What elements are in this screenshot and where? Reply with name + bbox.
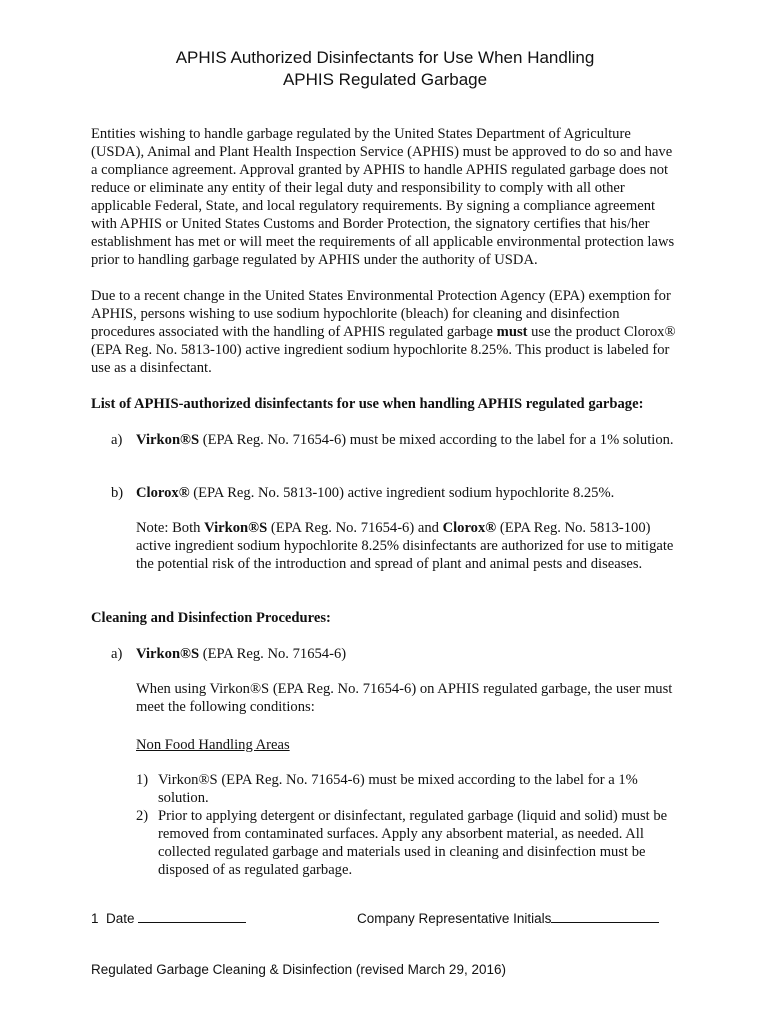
title-line-2: APHIS Regulated Garbage (282, 70, 488, 89)
clorox-desc: (EPA Reg. No. 5813-100) active ingredient sodium hypochlorite 8.25%. (189, 485, 615, 501)
intro-paragraph-2 (91, 287, 679, 377)
disinfectant-list-heading: List of APHIS-authorized disinfectants for use when handling APHIS regulated garbage: (91, 396, 644, 412)
non-food-handling-subheading: Non Food Handling Areas (136, 737, 290, 753)
list-item-virkon-text (136, 431, 679, 449)
date-field[interactable] (138, 910, 246, 923)
note-virkon: Virkon®S (204, 520, 268, 536)
note-text-2: (EPA Reg. No. 71654-6) and (267, 520, 443, 536)
clorox-name: Clorox® (136, 485, 190, 501)
list-marker-b: b) (111, 485, 124, 501)
cleaning-virkon-desc: (EPA Reg. No. 71654-6) (199, 646, 347, 662)
intro-p2-text-a: Due to a recent change in the United States Environmental Protection Agency (EPA) exemption for APHIS, persons wishing to use sodium hypochlorite (bleach) for cleaning and disinfection procedures associated with the handling of APHIS regulated garbage (91, 288, 671, 340)
page-footer: Regulated Garbage Cleaning & Disinfection (revised March 29, 2016) (91, 962, 506, 977)
note-text-1: Note: Both (136, 520, 205, 536)
intro-p2-must: must (496, 324, 528, 340)
initials-field[interactable] (551, 910, 659, 923)
cleaning-item-virkon-text (136, 645, 679, 663)
signature-date-row (91, 910, 246, 928)
virkon-desc: (EPA Reg. No. 71654-6) must be mixed according to the label for a 1% solution. (199, 432, 674, 448)
page-title (0, 47, 770, 91)
virkon-name: Virkon®S (136, 432, 200, 448)
list-item-clorox-text (136, 484, 679, 502)
conditions-paragraph: When using Virkon®S (EPA Reg. No. 71654-6) on APHIS regulated garbage, the user must meet the following conditions: (136, 681, 673, 715)
cleaning-marker-a: a) (111, 646, 123, 662)
page-number: 1 (91, 911, 99, 926)
step-2-text: Prior to applying detergent or disinfectant, regulated garbage (liquid and solid) must be removed from contaminated surfaces. Apply any absorbent material, as needed. All collected regulated garbage and materials used in cleaning and disinfection must be disposed of as regulated garbage. (158, 808, 668, 878)
step-1-marker: 1) (136, 772, 149, 788)
intro-p2-text-b: use the product Clorox® (EPA Reg. No. 5813-100) active ingredient sodium hypochlorite 8.25%. This product is labeled for use as a disinfectant. (91, 324, 676, 376)
initials-label: Company Representative Initials (357, 911, 552, 926)
intro-paragraph-1: Entities wishing to handle garbage regulated by the United States Department of Agriculture (USDA), Animal and Plant Health Inspection Service (APHIS) must be approved to do so and have a compliance agreement. Approval granted by APHIS to handle APHIS regulated garbage does not reduce or eliminate any entity of their legal duty and responsibility to comply with all other applicable Federal, State, and local regulatory requirements. By signing a compliance agreement with APHIS or United States Customs and Border Protection, the signatory certifies that his/her establishment has met or will meet the requirements of all applicable environmental protection laws prior to handling garbage regulated by APHIS under the authority of USDA. (91, 126, 675, 268)
date-label: Date (106, 911, 135, 926)
list-marker-a: a) (111, 432, 123, 448)
step-1-text: Virkon®S (EPA Reg. No. 71654-6) must be mixed according to the label for a 1% solution. (158, 772, 638, 806)
step-2-marker: 2) (136, 808, 149, 824)
note-text-3: (EPA Reg. No. 5813-100) active ingredient sodium hypochlorite 8.25% disinfectants are authorized for use to mitigate the potential risk of the introduction and spread of plant and animal pests and diseases. (136, 520, 674, 572)
title-line-1: APHIS Authorized Disinfectants for Use When Handling (175, 48, 595, 67)
note-paragraph (136, 519, 679, 573)
cleaning-virkon-name: Virkon®S (136, 646, 200, 662)
cleaning-heading: Cleaning and Disinfection Procedures: (91, 610, 331, 626)
initials-row (357, 910, 659, 928)
note-clorox: Clorox® (442, 520, 497, 536)
